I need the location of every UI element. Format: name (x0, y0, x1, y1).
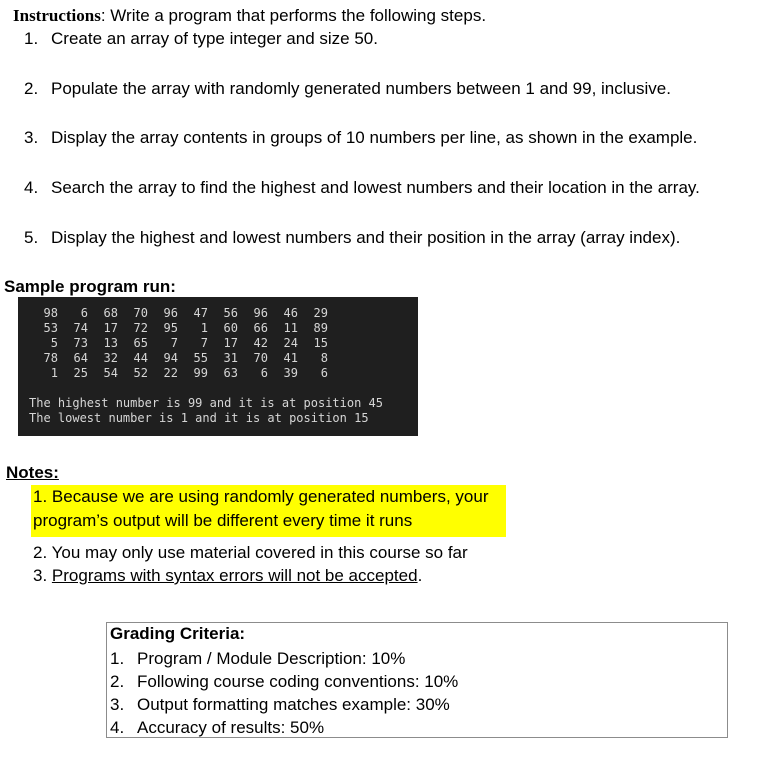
output-number: 42 (253, 336, 268, 350)
output-number: 6 (260, 366, 268, 380)
output-number: 89 (313, 321, 328, 335)
output-number: 15 (313, 336, 328, 350)
lowest-result-line: The lowest number is 1 and it is at position 15 (29, 411, 369, 425)
output-number: 25 (73, 366, 88, 380)
output-number: 6 (80, 306, 88, 320)
output-number: 54 (103, 366, 118, 380)
output-number: 94 (163, 351, 178, 365)
instruction-step-2 (24, 79, 671, 99)
output-number: 74 (73, 321, 88, 335)
output-number: 46 (283, 306, 298, 320)
note-3 (33, 566, 422, 586)
note-2: 2. You may only use material covered in this course so far (33, 543, 468, 562)
output-number: 13 (103, 336, 118, 350)
step-text: Create an array of type integer and size 50. (51, 29, 378, 48)
step-text: Search the array to find the highest and lowest numbers and their location in the array. (51, 178, 700, 197)
output-number: 68 (103, 306, 118, 320)
terminal-output (18, 297, 418, 436)
output-number: 17 (223, 336, 238, 350)
step-number: 1. (24, 29, 39, 48)
step-text: Populate the array with randomly generated numbers between 1 and 99, inclusive. (51, 79, 671, 98)
instruction-step-1 (24, 29, 378, 49)
instructions-label: Instructions (13, 6, 101, 25)
output-number: 31 (223, 351, 238, 365)
output-number: 29 (313, 306, 328, 320)
grading-item (110, 718, 324, 738)
output-number: 66 (253, 321, 268, 335)
output-number: 11 (283, 321, 298, 335)
output-number: 64 (73, 351, 88, 365)
output-number: 70 (253, 351, 268, 365)
instructions-heading (13, 6, 486, 26)
note-3-text: Programs with syntax errors will not be accepted (51, 566, 418, 585)
step-text: Display the array contents in groups of 10 numbers per line, as shown in the example. (51, 128, 698, 147)
grading-item-number: 2. (110, 672, 125, 691)
grading-item-text: Following course coding conventions: 10% (137, 672, 459, 691)
output-number: 8 (320, 351, 328, 365)
instructions-intro: : Write a program that performs the following steps. (100, 6, 487, 25)
output-number: 7 (170, 336, 178, 350)
grading-item-text: Program / Module Description: 10% (137, 649, 406, 668)
output-number: 5 (50, 336, 58, 350)
grading-item (110, 672, 458, 692)
output-number: 24 (283, 336, 298, 350)
output-number: 65 (133, 336, 148, 350)
output-number: 72 (133, 321, 148, 335)
output-number: 56 (223, 306, 238, 320)
instruction-step-4 (24, 178, 700, 198)
grading-title: Grading Criteria: (110, 624, 246, 643)
output-number: 95 (163, 321, 178, 335)
grading-item-text: Output formatting matches example: 30% (137, 695, 450, 714)
output-number: 53 (43, 321, 58, 335)
note-3-period: . (417, 566, 423, 585)
grading-item-number: 1. (110, 649, 125, 668)
output-number: 41 (283, 351, 298, 365)
output-number: 96 (163, 306, 178, 320)
output-number: 17 (103, 321, 118, 335)
note-1-line-1: 1. Because we are using randomly generated numbers, your (33, 487, 489, 506)
step-number: 5. (24, 228, 39, 247)
output-number: 39 (283, 366, 298, 380)
grading-item-number: 4. (110, 718, 125, 737)
instruction-step-5 (24, 228, 680, 248)
output-number: 70 (133, 306, 148, 320)
output-number: 22 (163, 366, 178, 380)
output-number: 32 (103, 351, 118, 365)
output-number: 78 (43, 351, 58, 365)
output-number: 1 (200, 321, 208, 335)
output-number: 52 (133, 366, 148, 380)
output-number: 6 (320, 366, 328, 380)
output-number: 7 (200, 336, 208, 350)
output-number: 60 (223, 321, 238, 335)
output-number: 63 (223, 366, 238, 380)
output-number: 55 (193, 351, 208, 365)
sample-run-title: Sample program run: (4, 277, 176, 296)
note-3-number: 3. (33, 566, 52, 585)
grading-item (110, 695, 450, 715)
output-number: 96 (253, 306, 268, 320)
output-number: 98 (43, 306, 58, 320)
step-text: Display the highest and lowest numbers and their position in the array (array index). (51, 228, 681, 247)
grading-item-text: Accuracy of results: 50% (137, 718, 325, 737)
grading-criteria-box (106, 622, 728, 738)
grading-item-number: 3. (110, 695, 125, 714)
output-number: 99 (193, 366, 208, 380)
step-number: 4. (24, 178, 39, 197)
grading-item (110, 649, 405, 669)
instruction-step-3 (24, 128, 697, 148)
output-number: 73 (73, 336, 88, 350)
note-1-line-2: program’s output will be different every time it runs (33, 511, 413, 530)
highest-result-line: The highest number is 99 and it is at position 45 (29, 396, 384, 410)
output-number: 1 (50, 366, 58, 380)
step-number: 3. (24, 128, 39, 147)
output-number: 47 (193, 306, 208, 320)
output-number: 44 (133, 351, 148, 365)
notes-title: Notes: (6, 463, 59, 482)
step-number: 2. (24, 79, 39, 98)
